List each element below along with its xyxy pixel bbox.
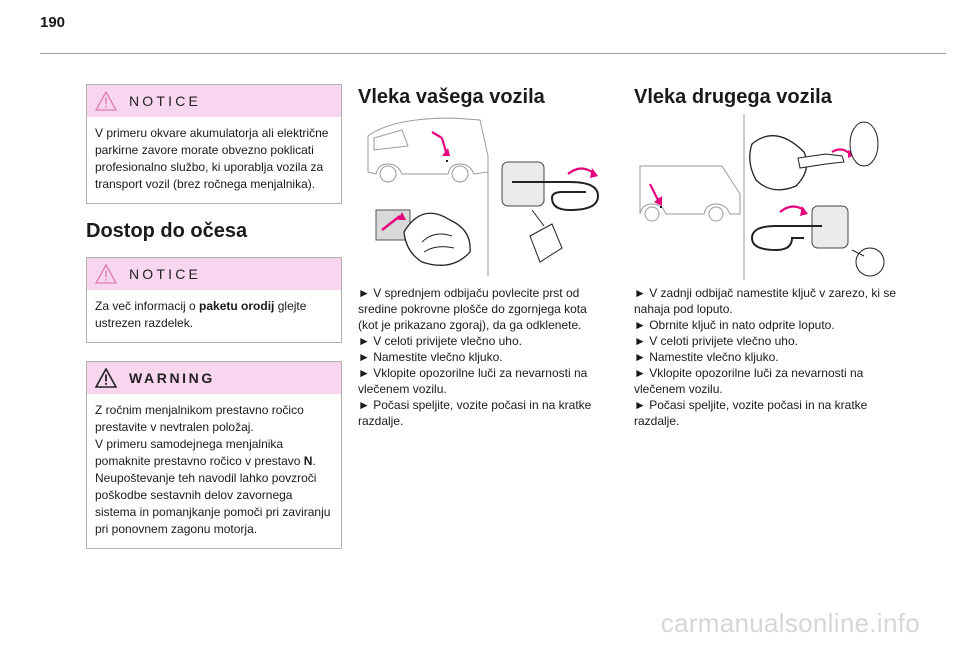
instruction-step: ► V zadnji odbijač namestite ključ v zarezo, ki se nahaja pod loputo.: [634, 286, 896, 316]
warning-triangle-icon: [95, 368, 117, 388]
middle-column: [358, 86, 608, 109]
warning-text: Z ročnim menjalnikom prestavno ročico prestavite v nevtralen položaj. V primeru samodejnega menjalnika pomaknite prestavno ročico v prestavo: [95, 403, 304, 468]
notice-triangle-icon: [95, 264, 117, 284]
instruction-step: ► V celoti privijete vlečno uho.: [634, 334, 798, 348]
instruction-step: ► Namestite vlečno kljuko.: [358, 350, 503, 364]
warning-text: . Neupoštevanje teh navodil lahko povzroči poškodbe sestavnih delov zavornega sistema in pomanjkanje pomoči pri zaviranju pri ponovnem zagonu motorja.: [95, 454, 331, 536]
right-column: [634, 86, 894, 109]
warning-box: [86, 361, 342, 549]
notice-text: Za več informacij o: [95, 299, 200, 313]
notice-box-2: [86, 257, 342, 343]
notice-title: NOTICE: [129, 93, 202, 109]
notice-title: NOTICE: [129, 266, 202, 282]
warning-bold-text: N: [303, 454, 313, 468]
watermark: carmanualsonline.info: [660, 608, 920, 638]
instruction-step: ► V sprednjem odbijaču povlecite prst od sredine pokrovne plošče do zgornjega kota (kot je prikazano zgoraj), da ga odklenete.: [358, 286, 587, 332]
instruction-step: ► Vklopite opozorilne luči za nevarnosti na vlečenem vozilu.: [634, 366, 864, 396]
notice-box-1: [86, 84, 342, 204]
warning-header: [87, 362, 341, 394]
notice-header: [87, 85, 341, 117]
notice-body: V primeru okvare akumulatorja ali električne parkirne zavore morate obvezno poklicati profesionalno službo, ki uporablja vozila za transport vozil (brez ročnega menjalnika).: [95, 126, 329, 191]
instruction-step: ► Vklopite opozorilne luči za nevarnosti na vlečenem vozilu.: [358, 366, 588, 396]
own-vehicle-steps: [358, 285, 608, 429]
instruction-step: ► Počasi speljite, vozite počasi in na kratke razdalje.: [358, 398, 592, 428]
page-number: 190: [40, 14, 66, 31]
towing-own-vehicle-illustration: [362, 112, 608, 278]
notice-body: [87, 290, 341, 342]
section-title-other-vehicle: Vleka drugega vozila: [634, 86, 832, 108]
notice-bold-text: paketu orodij: [199, 299, 275, 313]
instruction-step: ► V celoti privijete vlečno uho.: [358, 334, 522, 348]
notice-header: [87, 258, 341, 290]
instruction-step: ► Namestite vlečno kljuko.: [634, 350, 779, 364]
instruction-step: ► Počasi speljite, vozite počasi in na kratke razdalje.: [634, 398, 868, 428]
section-title-own-vehicle: Vleka vašega vozila: [358, 86, 545, 108]
other-vehicle-steps: [634, 285, 896, 429]
header-rule: [40, 53, 946, 54]
instruction-step: ► Obrnite ključ in nato odprite loputo.: [634, 318, 835, 332]
notice-triangle-icon: [95, 91, 117, 111]
warning-body: [87, 394, 341, 548]
notice-text: glejte ustrezen razdelek.: [95, 299, 307, 330]
section-title-eyelet: Dostop do očesa: [86, 220, 248, 242]
warning-title: WARNING: [129, 370, 215, 386]
towing-other-vehicle-illustration: [636, 114, 892, 280]
left-column: [86, 84, 342, 549]
